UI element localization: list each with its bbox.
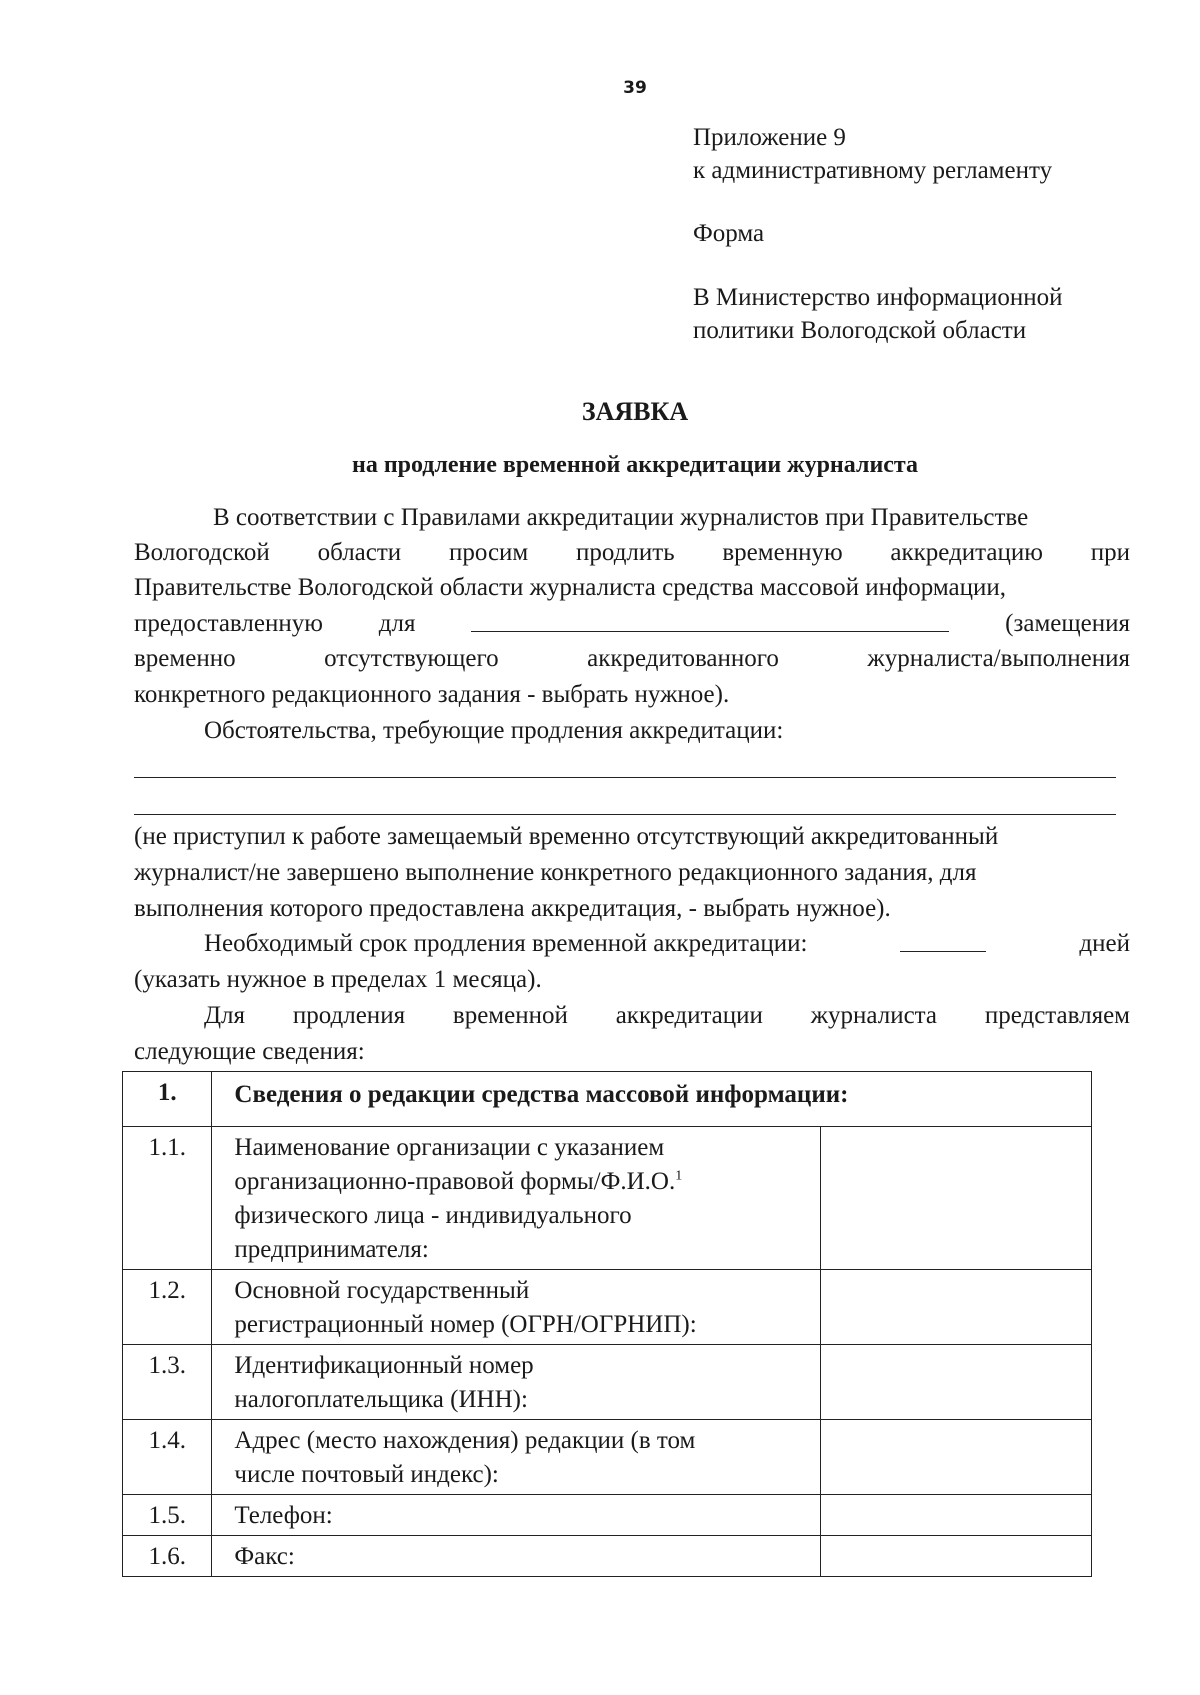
row-number: 1.2. xyxy=(123,1270,212,1345)
section-title: Сведения о редакции средства массовой информации: xyxy=(212,1072,1092,1127)
row-label-text: организационно-правовой формы/Ф.И.О. xyxy=(234,1168,676,1195)
body-line xyxy=(204,929,1130,959)
row-label xyxy=(212,1127,820,1270)
word: аккредитацию xyxy=(890,539,1043,566)
word: журналиста/выполнения xyxy=(867,645,1130,672)
document-title: ЗАЯВКА xyxy=(581,397,689,426)
addressee xyxy=(693,281,1063,347)
row-label xyxy=(212,1270,820,1345)
word: аккредитованного xyxy=(587,645,779,672)
row-label-line: физического лица - индивидуального xyxy=(234,1202,632,1229)
row-label-line: Основной государственный xyxy=(234,1277,530,1304)
body-line: Обстоятельства, требующие продления аккредитации: xyxy=(204,717,784,744)
body-line-justified xyxy=(134,538,1130,568)
row-number: 1.5. xyxy=(123,1495,212,1536)
word: временно xyxy=(134,645,236,672)
row-label xyxy=(212,1495,820,1536)
fill-in-line[interactable] xyxy=(134,814,1116,815)
table-row xyxy=(123,1536,1092,1577)
row-label-line: регистрационный номер (ОГРН/ОГРНИП): xyxy=(234,1311,697,1338)
word: Необходимый срок продления временной аккредитации: xyxy=(204,930,808,957)
table-row xyxy=(123,1127,1092,1270)
word: продления xyxy=(292,1002,406,1029)
fill-in-line[interactable] xyxy=(134,777,1116,778)
body-line: конкретного редакционного задания - выбрать нужное). xyxy=(134,681,730,708)
page-number: 39 xyxy=(623,78,647,98)
row-label-line xyxy=(234,1165,811,1199)
days-blank-field[interactable] xyxy=(900,929,986,952)
table-header-row xyxy=(123,1072,1092,1127)
row-number: 1.6. xyxy=(123,1536,212,1577)
table-row xyxy=(123,1270,1092,1345)
word: для xyxy=(378,610,416,637)
row-label xyxy=(212,1420,820,1495)
body-line-justified xyxy=(134,644,1130,674)
word: аккредитации xyxy=(615,1002,763,1029)
editorial-info-table xyxy=(122,1071,1092,1577)
row-label-line: предпринимателя: xyxy=(234,1236,429,1263)
row-value-cell[interactable] xyxy=(820,1536,1091,1577)
row-number: 1.4. xyxy=(123,1420,212,1495)
row-label-line: налогоплательщика (ИНН): xyxy=(234,1386,528,1413)
body-line: журналист/не завершено выполнение конкретного редакционного задания, для xyxy=(134,859,977,886)
word: предоставленную xyxy=(134,610,323,637)
row-value-cell[interactable] xyxy=(820,1345,1091,1420)
body-line-justified xyxy=(134,609,1130,639)
row-value-cell[interactable] xyxy=(820,1270,1091,1345)
body-line: В соответствии с Правилами аккредитации журналистов при Правительстве xyxy=(213,504,1029,531)
word: временной xyxy=(452,1002,568,1029)
fill-in-blank-field[interactable] xyxy=(471,609,949,632)
word: области xyxy=(317,539,402,566)
addressee-line: В Министерство информационной xyxy=(693,284,1063,311)
word: просим xyxy=(448,539,529,566)
row-label-line: Наименование организации с указанием xyxy=(234,1134,665,1161)
word: (замещения xyxy=(1005,610,1130,637)
body-line: выполнения которого предоставлена аккредитация, - выбрать нужное). xyxy=(134,895,891,922)
row-label-line: Адрес (место нахождения) редакции (в том xyxy=(234,1427,696,1454)
row-label-line: Факс: xyxy=(234,1543,295,1570)
word: отсутствующего xyxy=(324,645,499,672)
row-value-cell[interactable] xyxy=(820,1420,1091,1495)
document-subtitle: на продление временной аккредитации журналиста xyxy=(351,452,918,478)
word: при xyxy=(1090,539,1130,566)
word: продлить xyxy=(576,539,675,566)
word: журналиста xyxy=(810,1002,937,1029)
row-label-line: Телефон: xyxy=(234,1502,333,1529)
word: представляем xyxy=(984,1002,1130,1029)
form-label-text: Форма xyxy=(693,220,765,247)
row-value-cell[interactable] xyxy=(820,1127,1091,1270)
row-number: 1.1. xyxy=(123,1127,212,1270)
row-label xyxy=(212,1345,820,1420)
row-number: 1.3. xyxy=(123,1345,212,1420)
appendix-line: к административному регламенту xyxy=(693,157,1053,184)
addressee-line: политики Вологодской области xyxy=(693,317,1027,344)
word: Для xyxy=(204,1002,246,1029)
body-line: следующие сведения: xyxy=(134,1038,365,1065)
body-line: (не приступил к работе замещаемый временно отсутствующий аккредитованный xyxy=(134,823,999,850)
table-row xyxy=(123,1345,1092,1420)
word: дней xyxy=(1079,930,1130,957)
form-label xyxy=(693,217,764,250)
row-label xyxy=(212,1536,820,1577)
word: временную xyxy=(722,539,843,566)
table-row xyxy=(123,1420,1092,1495)
body-line-justified xyxy=(204,1001,1130,1031)
table-row xyxy=(123,1495,1092,1536)
body-line: (указать нужное в пределах 1 месяца). xyxy=(134,966,542,993)
row-value-cell[interactable] xyxy=(820,1495,1091,1536)
body-line: Правительстве Вологодской области журналиста средства массовой информации, xyxy=(134,574,1006,601)
footnote-marker: 1 xyxy=(675,1168,683,1184)
section-number: 1. xyxy=(123,1072,212,1127)
appendix-reference xyxy=(693,121,1052,187)
row-label-line: числе почтовый индекс): xyxy=(234,1461,499,1488)
word: Вологодской xyxy=(134,539,270,566)
row-label-line: Идентификационный номер xyxy=(234,1352,534,1379)
appendix-line: Приложение 9 xyxy=(693,124,846,151)
